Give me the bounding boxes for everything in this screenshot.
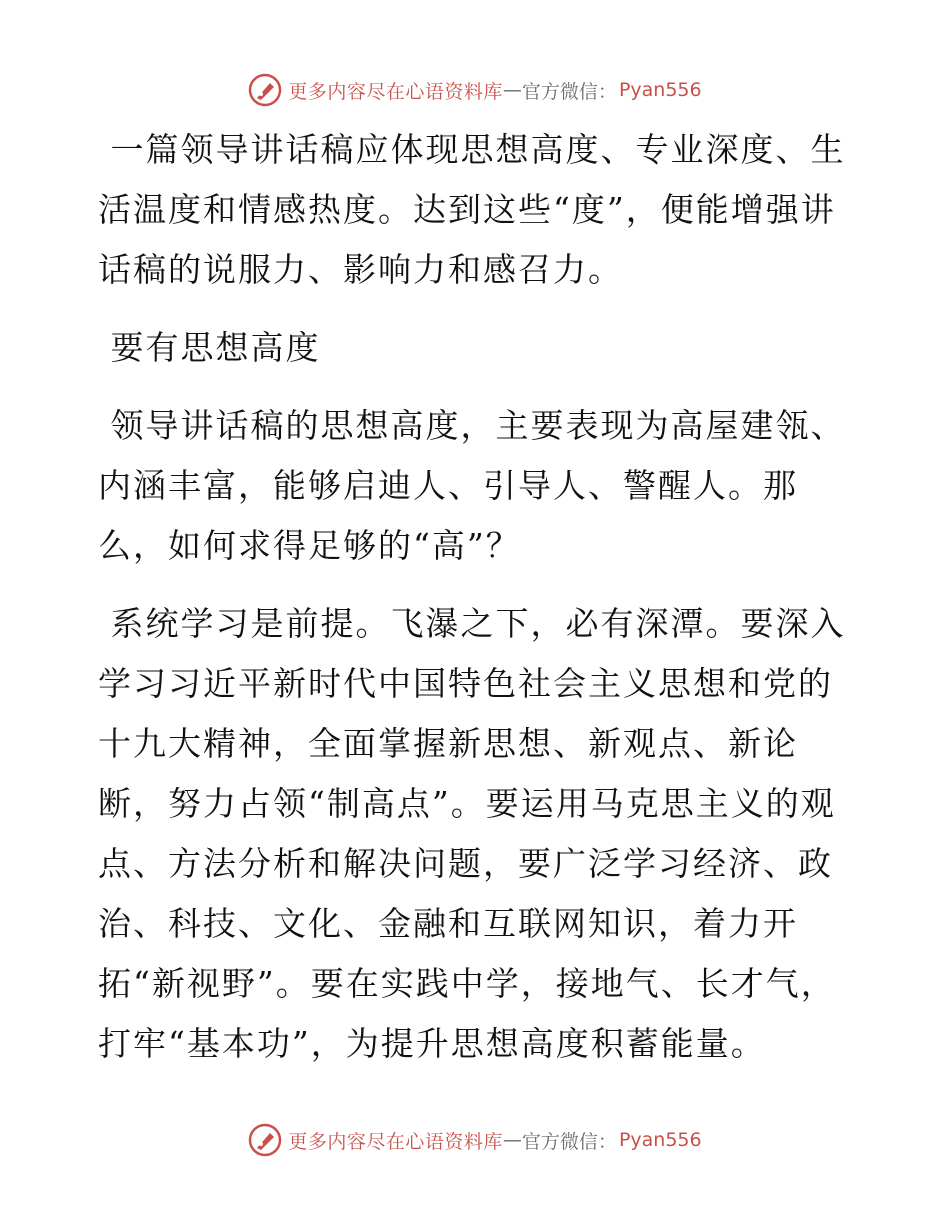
document-body — [98, 120, 858, 1074]
watermark-dash: — — [502, 79, 522, 101]
watermark-dash: — — [502, 1129, 522, 1151]
footer-watermark — [0, 1120, 950, 1160]
pen-nib-logo-icon — [248, 73, 282, 107]
intro-paragraph: 一篇领导讲话稿应体现思想高度、专业深度、生活温度和情感热度。达到这些“度”，便能增强讲话稿的说服力、影响力和感召力。 — [98, 130, 846, 289]
watermark-site-text: 更多内容尽在心语资料库 — [288, 80, 503, 103]
watermark-wechat-label: 官方微信： — [521, 1130, 617, 1153]
watermark-wechat-label: 官方微信： — [521, 80, 617, 103]
paragraph-thought-height: 领导讲话稿的思想高度，主要表现为高屋建瓴、内涵丰富，能够启迪人、引导人、警醒人。那么，如何求得足够的“高”？ — [98, 406, 846, 565]
section-heading: 要有思想高度 — [98, 328, 321, 367]
header-watermark — [0, 70, 950, 110]
watermark-wechat-id: Pyan556 — [618, 1129, 702, 1151]
watermark-wechat-id: Pyan556 — [618, 79, 702, 101]
pen-nib-logo-icon — [248, 1123, 282, 1157]
watermark-site-text: 更多内容尽在心语资料库 — [288, 1130, 503, 1153]
paragraph-systematic-study: 系统学习是前提。飞瀑之下，必有深潭。要深入学习习近平新时代中国特色社会主义思想和党的十九大精神，全面掌握新思想、新观点、新论断，努力占领“制高点”。要运用马克思主义的观点、方法分析和解决问题，要广泛学习经济、政治、科技、文化、金融和互联网知识，着力开拓“新视野”。要在实践中学，接地气、长才气，打牢“基本功”，为提升思想高度积蓄能量。 — [98, 604, 846, 1063]
